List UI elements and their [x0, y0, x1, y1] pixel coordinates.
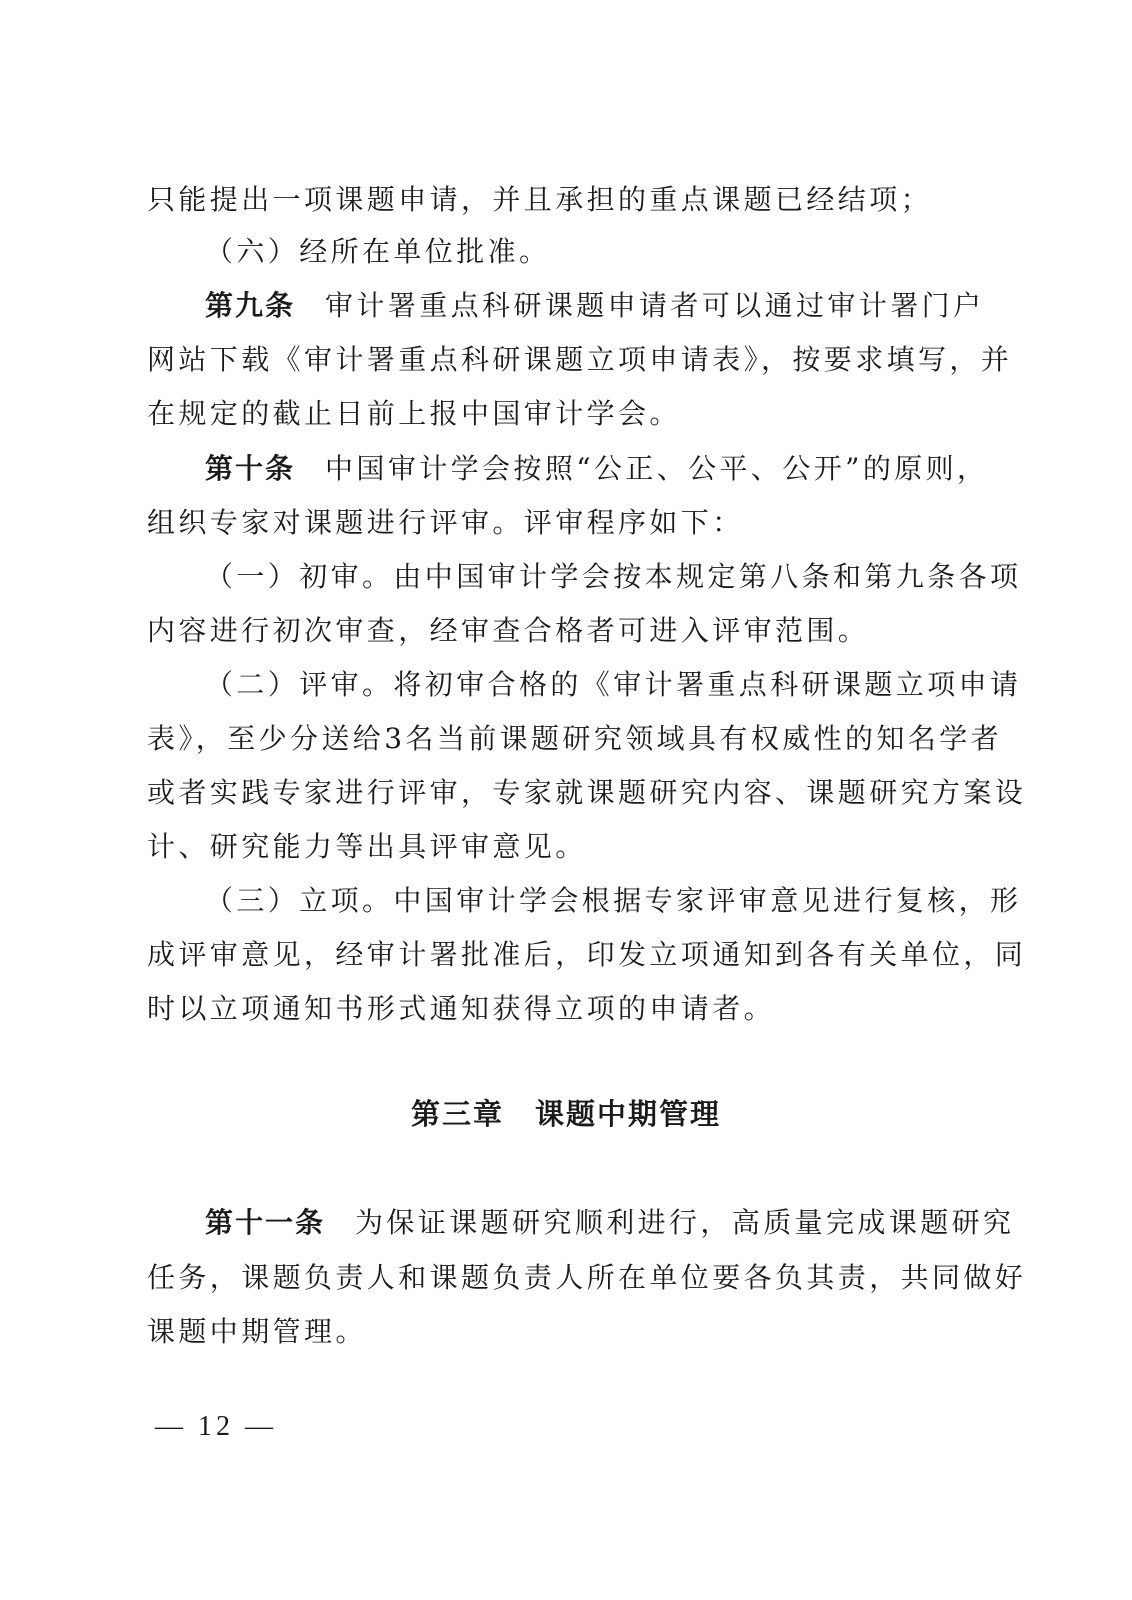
paragraph-line: 任务，课题负责人和课题负责人所在单位要各负其责，共同做好 — [147, 1261, 1027, 1294]
article-11-line-1 — [205, 1203, 1015, 1243]
paragraph-line: 内容进行初次审查，经审查合格者可进入评审范围。 — [147, 614, 870, 647]
chapter-title: 第三章 课题中期管理 — [410, 1097, 721, 1131]
article-10-line-1 — [205, 449, 989, 489]
paragraph-line: 表》，至少分送给3名当前课题研究领域具有权威性的知名学者 — [147, 722, 1003, 755]
paragraph-line: （一）初审。由中国审计学会按本规定第八条和第九条各项 — [205, 560, 1022, 593]
paragraph-line: 在规定的截止日前上报中国审计学会。 — [147, 397, 681, 430]
paragraph-line: 组织专家对课题进行评审。评审程序如下： — [147, 506, 744, 539]
article-9-text: 审计署重点科研课题申请者可以通过审计署门户 — [325, 289, 985, 322]
article-9-line-1 — [205, 286, 983, 326]
paragraph-line: （六）经所在单位批准。 — [205, 235, 551, 268]
paragraph-line: 或者实践专家进行评审，专家就课题研究内容、课题研究方案设 — [147, 776, 1027, 809]
article-9-label: 第九条 — [205, 289, 296, 322]
paragraph-line: （三）立项。中国审计学会根据专家评审意见进行复核，形 — [205, 884, 1022, 917]
paragraph-line: （二）评审。将初审合格的《审计署重点科研课题立项申请 — [205, 668, 1022, 701]
paragraph-line: 网站下载《审计署重点科研课题立项申请表》，按要求填写，并 — [147, 343, 1013, 376]
article-11-label: 第十一条 — [205, 1206, 326, 1239]
paragraph-line: 只能提出一项课题申请，并且承担的重点课题已经结项； — [147, 183, 933, 216]
article-10-label: 第十条 — [205, 452, 296, 485]
page-number: — 12 — — [155, 1411, 277, 1442]
paragraph-line: 课题中期管理。 — [147, 1315, 367, 1348]
article-10-text: 中国审计学会按照“公正、公平、公开”的原则， — [325, 452, 989, 485]
paragraph-line: 成评审意见，经审计署批准后，印发立项通知到各有关单位，同 — [147, 938, 1027, 971]
paragraph-line: 计、研究能力等出具评审意见。 — [147, 830, 587, 863]
article-11-text: 为保证课题研究顺利进行，高质量完成课题研究 — [355, 1206, 1015, 1239]
paragraph-line: 时以立项通知书形式通知获得立项的申请者。 — [147, 992, 776, 1025]
